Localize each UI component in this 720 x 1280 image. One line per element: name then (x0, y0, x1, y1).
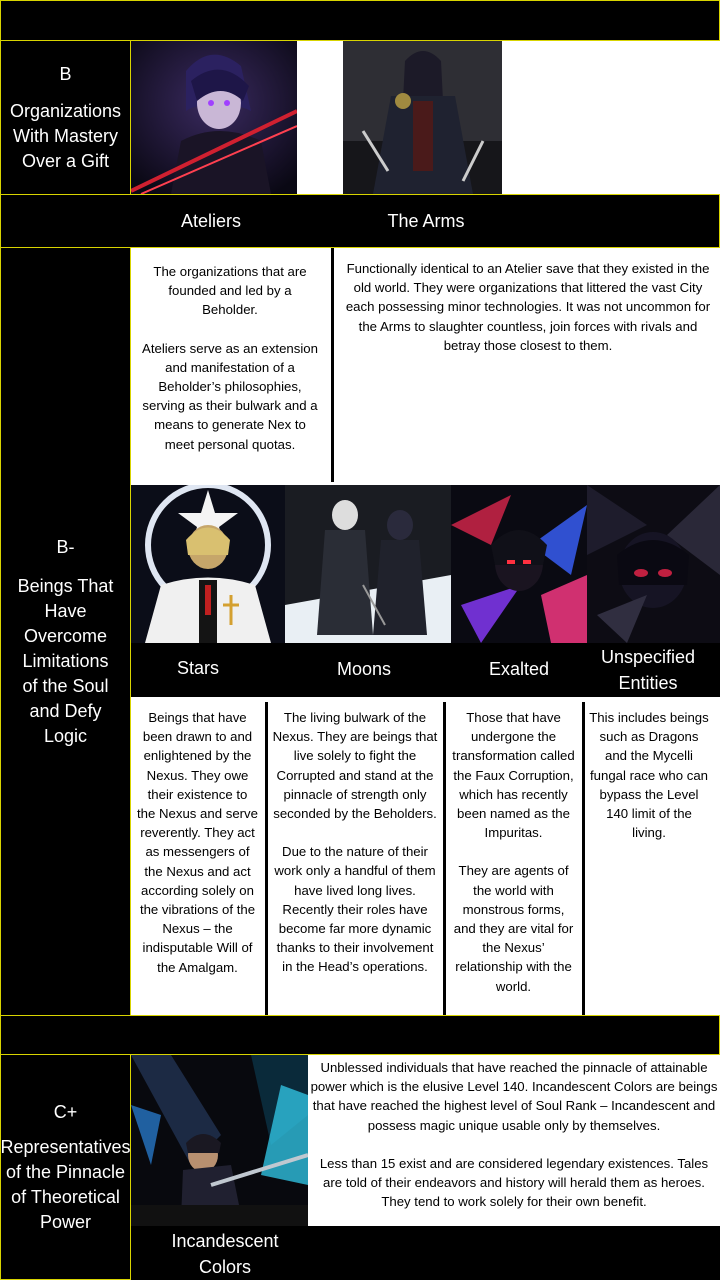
exalted-desc-p1: Those that have undergone the transformation called the Faux Corruption, which has recently been named as the Impuritas. (452, 710, 575, 841)
moons-desc-p2: Due to the nature of their work only a handful of them have lived long lives. Recently their roles have become far more dynamic thanks to their involvement in the Head’s operations. (274, 844, 436, 975)
ateliers-desc-p2: Ateliers serve as an extension and manifestation of a Beholder’s philosophies, serving as their bulwark and a means to generate Nex to meet personal quotas. (142, 340, 318, 452)
tier-rank: C+ (53, 1101, 78, 1122)
incandescent-character-art (131, 1055, 308, 1226)
top-spacer-row (0, 0, 720, 41)
arms-description (336, 255, 720, 359)
atelier-character-art (131, 41, 297, 194)
arms-character-image (343, 41, 502, 194)
unspecified-desc-p1: This includes beings such as Dragons and the Mycelli fungal race who can bypass the Level 140 limit of the living. (589, 710, 709, 841)
exalted-description (446, 704, 581, 1000)
tier-rank: B (59, 63, 72, 84)
exalted-character-image (451, 485, 587, 643)
incandescent-character-image (131, 1055, 308, 1226)
tier-b-cell (0, 40, 131, 195)
header-incandescent-colors: Incandescent Colors (171, 1231, 279, 1277)
tier-bminus-cell (0, 247, 131, 1016)
tier-title: Beings That Have Overcome Limitations of the Soul and Defy Logic (17, 575, 114, 746)
moons-desc-p1: The living bulwark of the Nexus. They are beings that live solely to fight the Corrupted and stand at the pinnacle of strength only seconded by the Beholders. (272, 710, 438, 822)
column-divider (331, 248, 334, 482)
unspecified-entity-image (587, 485, 720, 643)
header-the-arms: The Arms (387, 211, 465, 231)
unspecified-description (585, 704, 713, 846)
moons-character-art (285, 485, 451, 643)
header-stars: Stars (176, 658, 219, 678)
moons-description (268, 704, 442, 981)
tier-cplus-cell (0, 1054, 131, 1280)
stars-character-image (131, 485, 285, 643)
atelier-character-image (131, 41, 297, 194)
tier-rank: B- (56, 536, 75, 557)
exalted-desc-p2: They are agents of the world with monstrous forms, and they are vital for the Nexus’ relationship with the world. (453, 863, 574, 994)
unspecified-entity-art (587, 485, 720, 643)
tier-title: Representatives of the Pinnacle of Theoretical Power (0, 1136, 131, 1232)
tier-title: Organizations With Mastery Over a Gift (9, 100, 122, 171)
header-moons: Moons (336, 659, 392, 679)
moons-character-image (285, 485, 451, 643)
incandescent-description (308, 1054, 720, 1215)
stars-description (131, 704, 264, 981)
header-exalted: Exalted (488, 659, 550, 679)
stars-desc-p1: Beings that have been drawn to and enlightened by the Nexus. They owe their existence to the Nexus and serve reverently. They act as messengers of the Nexus and act according solely on the vibrations of the Nexus – the indisputable Will of the Amalgam. (137, 710, 258, 975)
stars-character-art (131, 485, 285, 643)
header-unspecified-entities: Unspecified Entities (600, 647, 696, 693)
ateliers-description (134, 258, 326, 458)
incandescent-desc-p2: Less than 15 exist and are considered legendary existences. Tales are told of their endeavors and history will herald them as heroes. They tend to work solely for their own benefit. (319, 1155, 709, 1210)
header-ateliers: Ateliers (180, 211, 242, 231)
arms-desc-p1: Functionally identical to an Atelier save that they existed in the old world. They were organizations that littered the vast City each possessing minor technologies. It was not uncommon for the Arms to slaughter countless, join forces with rivals and betray those closest to them. (345, 261, 711, 353)
arms-character-art (343, 41, 502, 194)
exalted-character-art (451, 485, 587, 643)
ateliers-desc-p1: The organizations that are founded and led by a Beholder. (153, 264, 307, 318)
middle-spacer-row (0, 1015, 720, 1055)
incandescent-desc-p1: Unblessed individuals that have reached the pinnacle of attainable power which is the elusive Level 140. Incandescent Colors are beings that have reached the highest level of Soul Rank – Incandescent and possess magic unique usable only by themselves. (310, 1060, 718, 1133)
